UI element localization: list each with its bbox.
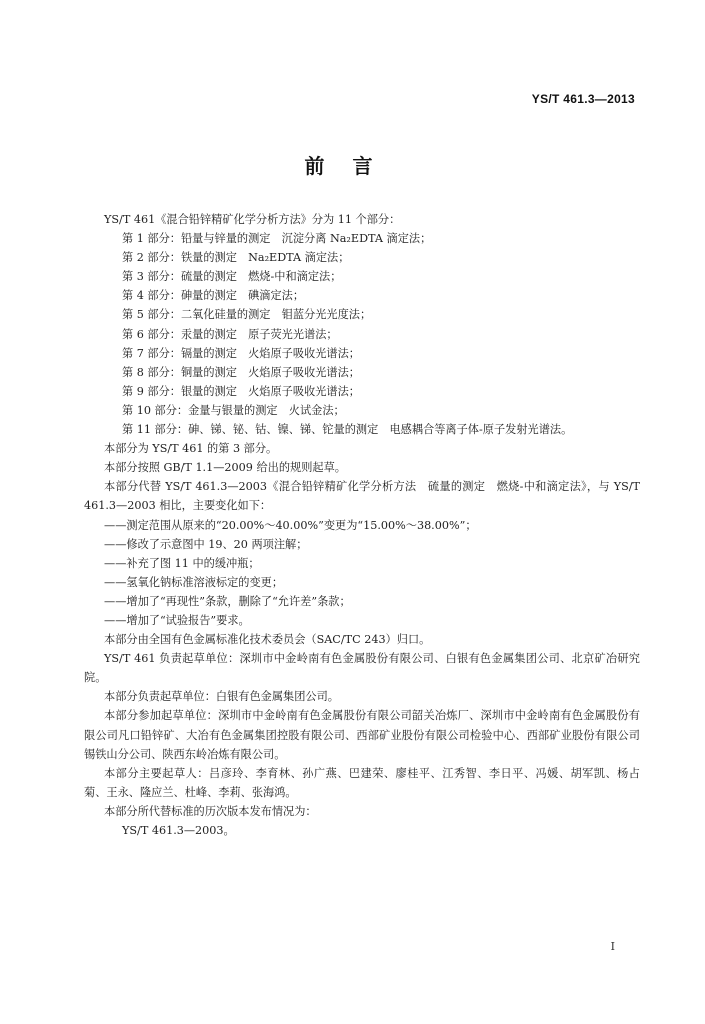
main-drafters: 本部分主要起草人：吕彦玲、李育林、孙广燕、巴建荣、廖桂平、江秀智、李日平、冯媛、胡军凯、杨占菊、王永、隆应兰、杜峰、李莉、张海鸿。 (84, 766, 640, 799)
standard-code: YS/T 461.3—2013 (531, 92, 635, 106)
part-item: 第 3 部分：硫量的测定 燃烧-中和滴定法； (122, 270, 342, 284)
history-item: YS/T 461.3—2003。 (122, 824, 235, 837)
part-item: 第 8 部分：铜量的测定 火焰原子吸收光谱法； (122, 365, 360, 379)
document-body (84, 210, 640, 840)
part-item: 第 4 部分：砷量的测定 碘滴定法； (122, 289, 305, 303)
part-item: 第 11 部分：砷、锑、铋、钴、镍、锑、铊量的测定 电感耦合等离子体-原子发射光谱法。 (122, 423, 573, 437)
change-item: ——补充了图 11 中的缓冲瓶； (104, 556, 260, 570)
change-item: ——增加了“再现性”条款，删除了“允许差”条款； (104, 594, 351, 608)
part-item: 第 7 部分：镉量的测定 火焰原子吸收光谱法； (122, 346, 360, 360)
part-item: 第 6 部分：汞量的测定 原子荧光光谱法； (122, 327, 338, 341)
intro-paragraph: YS/T 461《混合铅锌精矿化学分析方法》分为 11 个部分： (104, 213, 401, 226)
change-item: ——增加了“试验报告”要求。 (104, 613, 250, 627)
part-statement: 本部分为 YS/T 461 的第 3 部分。 (104, 442, 278, 456)
responsible-drafting-unit: 本部分负责起草单位：白银有色金属集团公司。 (104, 690, 339, 704)
change-item: ——氢氧化钠标准溶液标定的变更； (104, 575, 284, 589)
part-item: 第 2 部分：铁量的测定 Na₂EDTA 滴定法； (122, 251, 350, 265)
change-item: ——修改了示意图中 19、20 两项注解； (104, 537, 308, 551)
part-item: 第 10 部分：金量与银量的测定 火试金法； (122, 403, 345, 417)
committee-statement: 本部分由全国有色金属标准化技术委员会（SAC/TC 243）归口。 (104, 633, 431, 647)
replace-statement: 本部分代替 YS/T 461.3—2003《混合铅锌精矿化学分析方法 硫量的测定 燃烧-中和滴定法》，与 YS/T 461.3—2003 相比，主要变化如下： (84, 480, 640, 513)
history-statement: 本部分所代替标准的历次版本发布情况为： (104, 804, 317, 818)
change-item: ——测定范围从原来的“20.00%～40.00%”变更为“15.00%～38.00%”； (104, 518, 477, 532)
part-item: 第 5 部分：二氧化硅量的测定 钼蓝分光光度法； (122, 308, 372, 322)
page-title: 前言 (304, 154, 401, 178)
rules-statement: 本部分按照 GB/T 1.1—2009 给出的规则起草。 (104, 461, 346, 475)
part-item: 第 1 部分：铅量与锌量的测定 沉淀分离 Na₂EDTA 滴定法； (122, 232, 432, 246)
part-item: 第 9 部分：银量的测定 火焰原子吸收光谱法； (122, 384, 360, 398)
page-number: I (610, 940, 615, 953)
participating-drafting-units: 本部分参加起草单位：深圳市中金岭南有色金属股份有限公司韶关冶炼厂、深圳市中金岭南有色金属股份有限公司凡口铅锌矿、大冶有色金属集团控股有限公司、西部矿业股份有限公司检验中心、西部矿业股份有限公司锡铁山分公司、陕西东岭冶炼有限公司。 (84, 709, 640, 761)
lead-drafting-units: YS/T 461 负责起草单位：深圳市中金岭南有色金属股份有限公司、白银有色金属集团公司、北京矿冶研究院。 (84, 652, 640, 685)
